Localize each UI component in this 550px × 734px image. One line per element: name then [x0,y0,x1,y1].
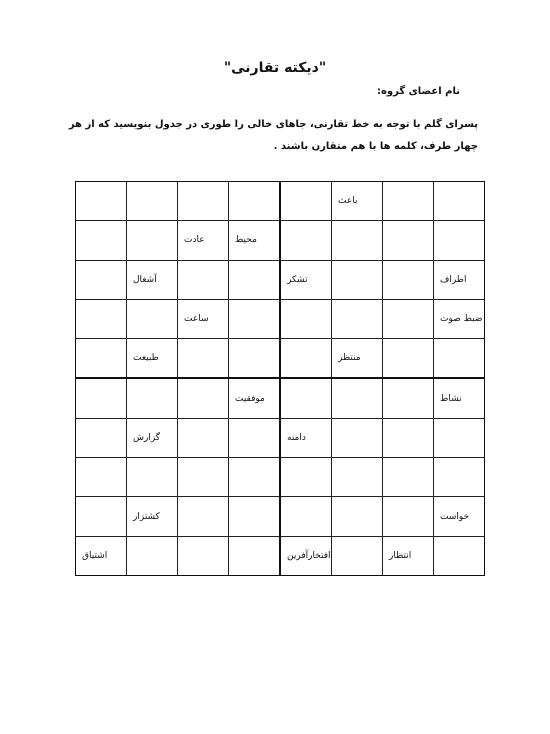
grid-cell[interactable] [229,221,281,260]
grid-cell[interactable] [434,378,485,418]
grid-cell[interactable] [383,458,434,497]
grid-cell[interactable] [178,418,229,457]
grid-cell[interactable] [76,182,127,221]
grid-cell[interactable] [383,536,434,575]
grid-cell[interactable] [76,536,127,575]
cell-word: اشتیاق [82,550,108,561]
grid-cell[interactable] [383,339,434,379]
grid-cell[interactable] [434,299,485,338]
grid-cell[interactable] [280,378,332,418]
grid-cell[interactable] [178,339,229,379]
cell-word: ساعت [184,314,209,325]
grid-row [76,458,485,497]
grid-cell[interactable] [76,260,127,299]
grid-cell[interactable] [280,497,332,536]
grid-cell[interactable] [383,418,434,457]
grid-cell[interactable] [280,299,332,338]
grid-cell[interactable] [76,299,127,338]
grid-cell[interactable] [434,536,485,575]
grid-cell[interactable] [332,418,383,457]
instructions-text: پسرای گلم با توجه به خط تقارنی، جاهای خالی را طوری در جدول بنویسید که از هر چهار طرف، کلمه ها با هم متقارن باشند . [68,119,478,152]
grid-row [76,497,485,536]
grid-cell[interactable] [434,260,485,299]
grid-cell[interactable] [280,260,332,299]
grid-cell[interactable] [332,497,383,536]
grid-cell[interactable] [434,339,485,379]
cell-word: طبیعت [133,353,159,364]
cell-word: عادت [184,235,205,246]
cell-word: افتخارآفرین [287,550,331,561]
grid-cell[interactable] [127,497,178,536]
grid-cell[interactable] [127,182,178,221]
cell-word: نشاط [440,393,462,404]
grid-cell[interactable] [280,536,332,575]
cell-word: خواست [440,511,470,522]
grid-cell[interactable] [332,339,383,379]
symmetry-grid [75,181,485,576]
grid-cell[interactable] [383,182,434,221]
grid-cell[interactable] [229,260,281,299]
grid-cell[interactable] [332,458,383,497]
page-title: "دیکته تقارنی" [223,60,327,76]
grid-cell[interactable] [178,260,229,299]
grid-cell[interactable] [229,182,281,221]
grid-cell[interactable] [229,418,281,457]
cell-word: انتظار [389,550,412,561]
grid-cell[interactable] [127,418,178,457]
grid-cell[interactable] [383,299,434,338]
grid-cell[interactable] [434,182,485,221]
grid-cell[interactable] [280,221,332,260]
grid-cell[interactable] [332,299,383,338]
grid-cell[interactable] [332,182,383,221]
grid-row [76,221,485,260]
grid-cell[interactable] [127,260,178,299]
grid-cell[interactable] [332,260,383,299]
grid-cell[interactable] [280,458,332,497]
cell-word: باعث [338,196,358,207]
grid-cell[interactable] [332,378,383,418]
cell-word: موفقیت [235,393,265,404]
grid-cell[interactable] [76,418,127,457]
grid-row [76,536,485,575]
grid-cell[interactable] [76,221,127,260]
cell-word: محیط [235,235,257,246]
grid-cell[interactable] [127,458,178,497]
grid-cell[interactable] [383,221,434,260]
grid-cell[interactable] [178,378,229,418]
grid-cell[interactable] [280,182,332,221]
grid-row [76,182,485,221]
grid-cell[interactable] [434,497,485,536]
grid-cell[interactable] [178,497,229,536]
group-members-label: نام اعضای گروه: [377,86,460,97]
grid-cell[interactable] [178,299,229,338]
grid-cell[interactable] [332,221,383,260]
grid-row [76,260,485,299]
grid-cell[interactable] [76,458,127,497]
grid-cell[interactable] [127,221,178,260]
cell-word: آشغال [133,274,157,285]
grid-cell[interactable] [76,378,127,418]
grid-cell[interactable] [280,418,332,457]
grid-cell[interactable] [332,536,383,575]
grid-cell[interactable] [229,497,281,536]
grid-cell[interactable] [383,378,434,418]
grid-cell[interactable] [127,299,178,338]
grid-cell[interactable] [280,339,332,379]
grid-row [76,339,485,379]
grid-cell[interactable] [383,260,434,299]
grid-cell[interactable] [229,458,281,497]
cell-word: تشکر [287,274,308,285]
cell-word: گزارش [133,432,161,443]
grid-cell[interactable] [434,221,485,260]
grid-cell[interactable] [229,378,281,418]
cell-word: اطراف [440,274,467,285]
grid-cell[interactable] [127,339,178,379]
grid-cell[interactable] [383,497,434,536]
grid-cell[interactable] [178,458,229,497]
grid-row [76,418,485,457]
grid-cell[interactable] [76,339,127,379]
grid-cell[interactable] [229,339,281,379]
grid-cell[interactable] [178,182,229,221]
grid-cell[interactable] [434,458,485,497]
cell-word: کشتزار [133,511,160,522]
grid-cell[interactable] [127,378,178,418]
grid-cell[interactable] [127,536,178,575]
grid-cell[interactable] [229,536,281,575]
grid-row [76,378,485,418]
cell-word: منتظر [338,353,361,364]
grid-cell[interactable] [434,418,485,457]
grid-cell[interactable] [76,497,127,536]
grid-cell[interactable] [178,536,229,575]
cell-word: ضبط صوت [440,314,483,325]
grid-cell[interactable] [178,221,229,260]
cell-word: دامنه [287,432,306,443]
grid-cell[interactable] [229,299,281,338]
grid-row [76,299,485,338]
